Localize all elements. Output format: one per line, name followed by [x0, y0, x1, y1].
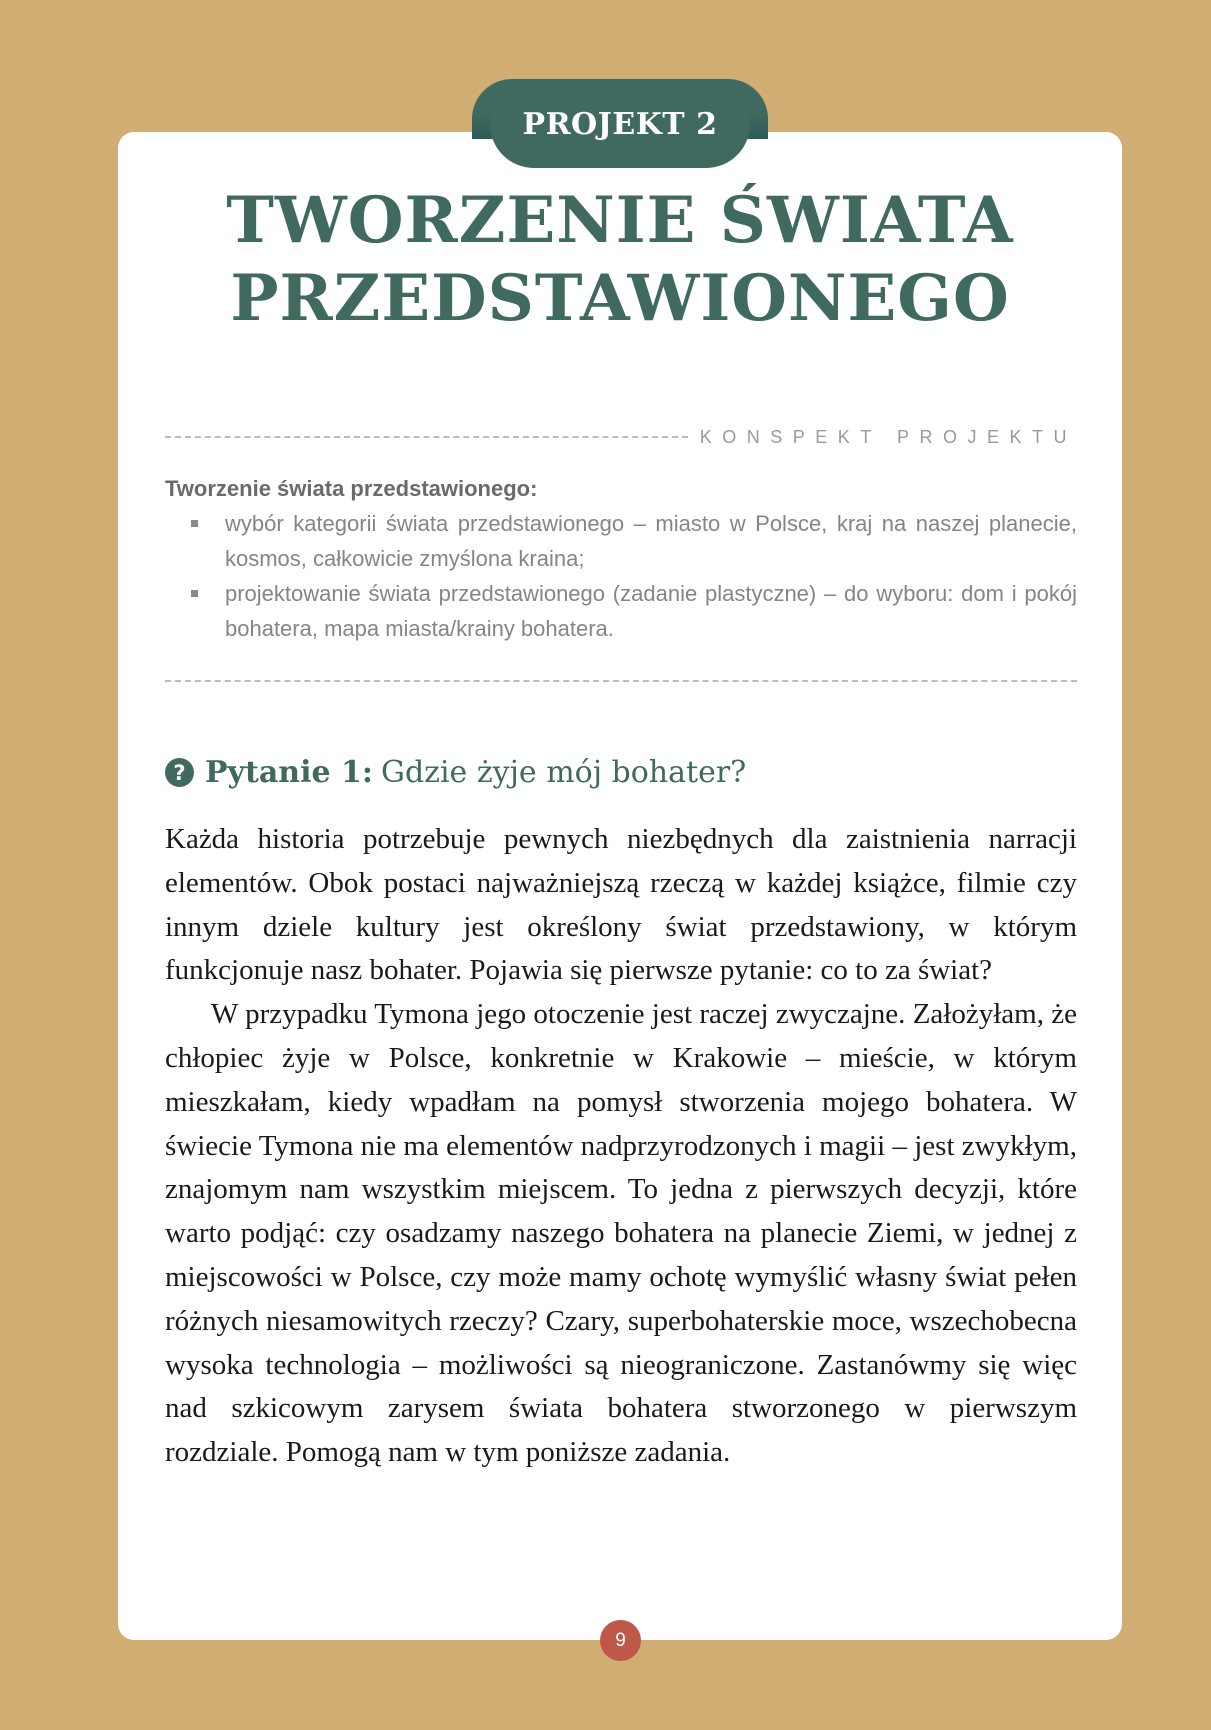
paragraph: W przypadku Tymona jego otoczenie jest raczej zwyczajne. Założyłam, że chłopiec żyje w Polsce, konkretnie w Krakowie – mieście, w którym mieszkałam, kiedy wpadłam na pomysł stworzenia mojego bohatera. W świecie Tymona nie ma elementów nadprzyrodzonych i magii – jest zwykłym, znajomym nam wszystkim miejscem. To jedna z pierwszych decyzji, które warto podjąć: czy osadzamy naszego bohatera na planecie Ziemi, w jednej z miejscowości w Polsce, czy może mamy ochotę wymyślić własny świat pełen różnych niesamowitych rzeczy? Czary, superbohaterskie moce, wszechobecna wysoka technologia – możliwości są nieograniczone. Zastanówmy się więc nad szkicowym zarysem świata bohatera stworzonego w pierwszym rozdziale. Pomogą nam w tym poniższe zadania.	[165, 998, 1077, 1469]
project-badge: PROJEKT 2	[490, 80, 750, 168]
question-label: Pytanie 1:	[205, 755, 373, 790]
outline-title: Tworzenie świata przedstawionego:	[165, 476, 538, 501]
paragraph: Każda historia potrzebuje pewnych niezbędnych dla zaistnienia narracji elementów. Obok postaci najważniejszą rzeczą w każdej książce, filmie czy innym dziele kultury jest określony świat przedstawiony, w którym funkcjonuje nasz bohater. Pojawia się pierwsze pytanie: co to za świat?	[165, 823, 1077, 987]
outline-divider-bottom	[165, 680, 1077, 682]
outline-header	[165, 425, 1077, 449]
outline-label: KONSPEKT PROJEKTU	[699, 426, 1077, 447]
outline-item	[165, 506, 1077, 576]
body-text	[165, 818, 1077, 1475]
title-line-1: TWORZENIE ŚWIATA	[226, 183, 1014, 258]
outline-section	[165, 472, 1077, 646]
page-title	[118, 182, 1122, 338]
square-bullet-icon	[191, 520, 198, 527]
outline-list	[165, 506, 1077, 646]
question-circle-icon: ?	[165, 758, 194, 787]
question-heading	[165, 755, 746, 790]
question-text: Gdzie żyje mój bohater?	[380, 755, 747, 790]
outline-item-text: projektowanie świata przedstawionego (zadanie plastyczne) – do wyboru: dom i pokój bohatera, mapa miasta/krainy bohatera.	[225, 581, 1077, 641]
outline-divider-top	[165, 436, 688, 438]
outline-item-text: wybór kategorii świata przedstawionego – miasto w Polsce, kraj na naszej planecie, kosmos, całkowicie zmyślona kraina;	[225, 511, 1077, 571]
page-number: 9	[600, 1620, 641, 1661]
square-bullet-icon	[191, 590, 198, 597]
outline-item	[165, 576, 1077, 646]
title-line-2: PRZEDSTAWIONEGO	[230, 261, 1010, 336]
